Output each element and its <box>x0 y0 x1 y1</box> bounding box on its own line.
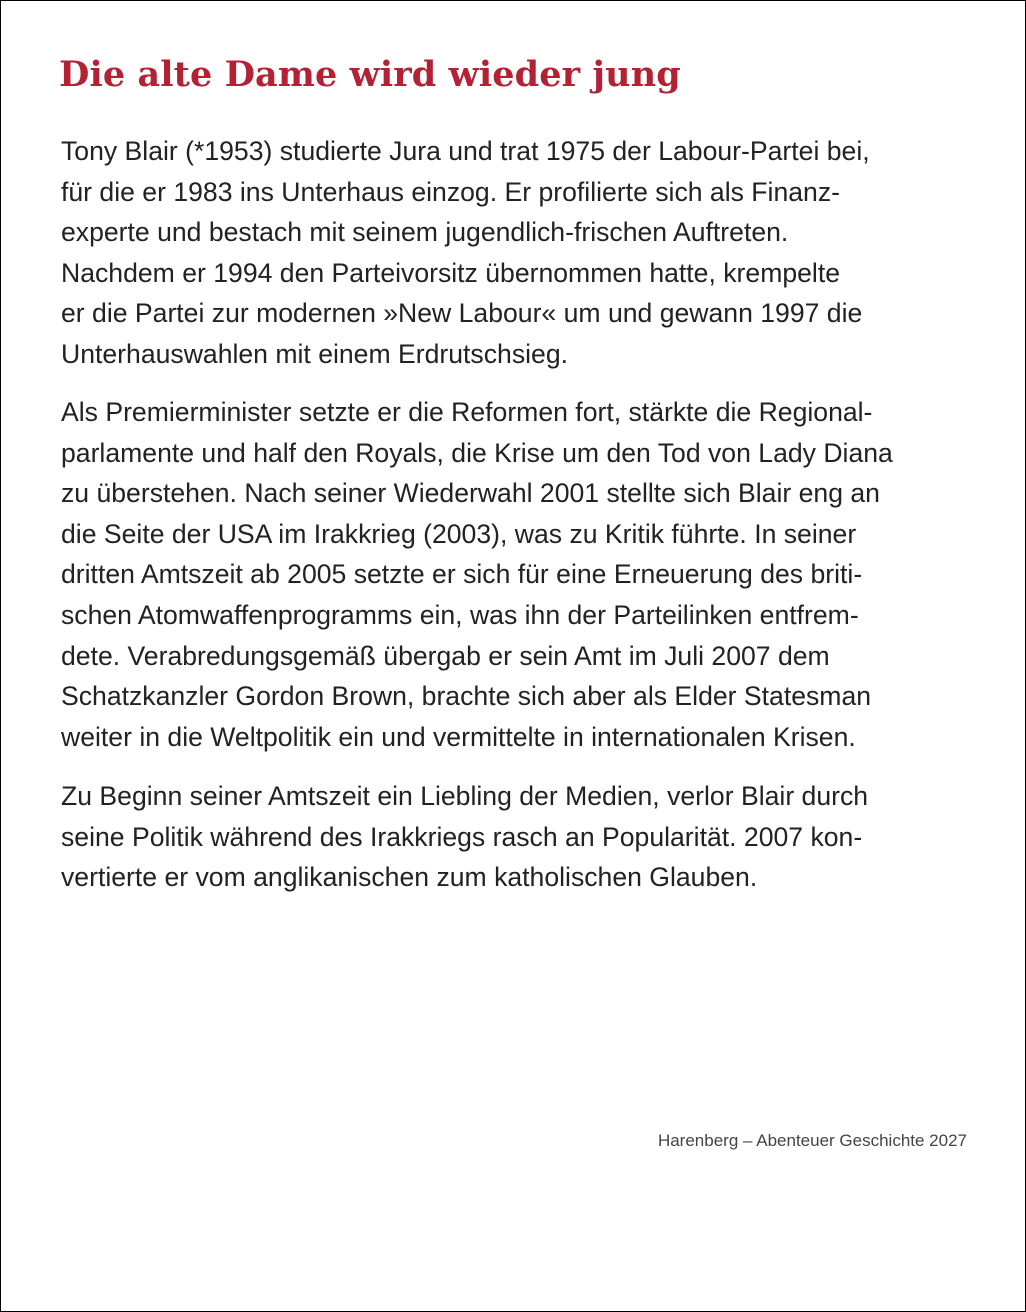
text-line: schen Atomwaffenprogramms ein, was ihn der Parteilinken entfrem- <box>61 599 859 630</box>
text-line: dete. Verabredungsgemäß übergab er sein Amt im Juli 2007 dem <box>61 640 830 671</box>
text-line: weiter in die Weltpolitik ein und vermittelte in internationalen Krisen. <box>61 721 856 752</box>
text-line: parlamente und half den Royals, die Krise um den Tod von Lady Diana <box>61 437 893 468</box>
text-line: Zu Beginn seiner Amtszeit ein Liebling der Medien, verlor Blair durch <box>61 781 869 811</box>
text-line: Als Premierminister setzte er die Reformen fort, stärkte die Regional- <box>61 397 873 427</box>
paragraph-3 <box>61 776 868 898</box>
text-line: Schatzkanzler Gordon Brown, brachte sich aber als Elder Statesman <box>61 681 872 712</box>
text-line: seine Politik während des Irakkriegs rasch an Popularität. 2007 kon- <box>61 821 863 852</box>
paragraph-2 <box>61 392 893 757</box>
text-line: Tony Blair (*1953) studierte Jura und trat 1975 der Labour-Partei bei, <box>61 136 870 166</box>
text-line: er die Partei zur modernen »New Labour« um und gewann 1997 die <box>61 298 863 329</box>
text-line: die Seite der USA im Irakkrieg (2003), was zu Kritik führte. In seiner <box>61 518 857 549</box>
text-line: dritten Amtszeit ab 2005 setzte er sich für eine Erneuerung des briti- <box>61 559 863 590</box>
text-line: experte und bestach mit seinem jugendlich-frischen Auftreten. <box>61 217 789 248</box>
paragraph-1 <box>61 131 870 375</box>
page-title: Die alte Dame wird wieder jung <box>59 54 681 95</box>
text-line: zu überstehen. Nach seiner Wiederwahl 2001 stellte sich Blair eng an <box>61 478 880 509</box>
text-line: für die er 1983 ins Unterhaus einzog. Er profilierte sich als Finanz- <box>61 176 840 207</box>
text-line: vertierte er vom anglikanischen zum katholischen Glauben. <box>61 862 758 893</box>
text-line: Unterhauswahlen mit einem Erdrutschsieg. <box>61 338 568 369</box>
source-footer: Harenberg – Abenteuer Geschichte 2027 <box>657 1131 967 1150</box>
text-line: Nachdem er 1994 den Parteivorsitz übernommen hatte, krempelte <box>61 257 841 288</box>
